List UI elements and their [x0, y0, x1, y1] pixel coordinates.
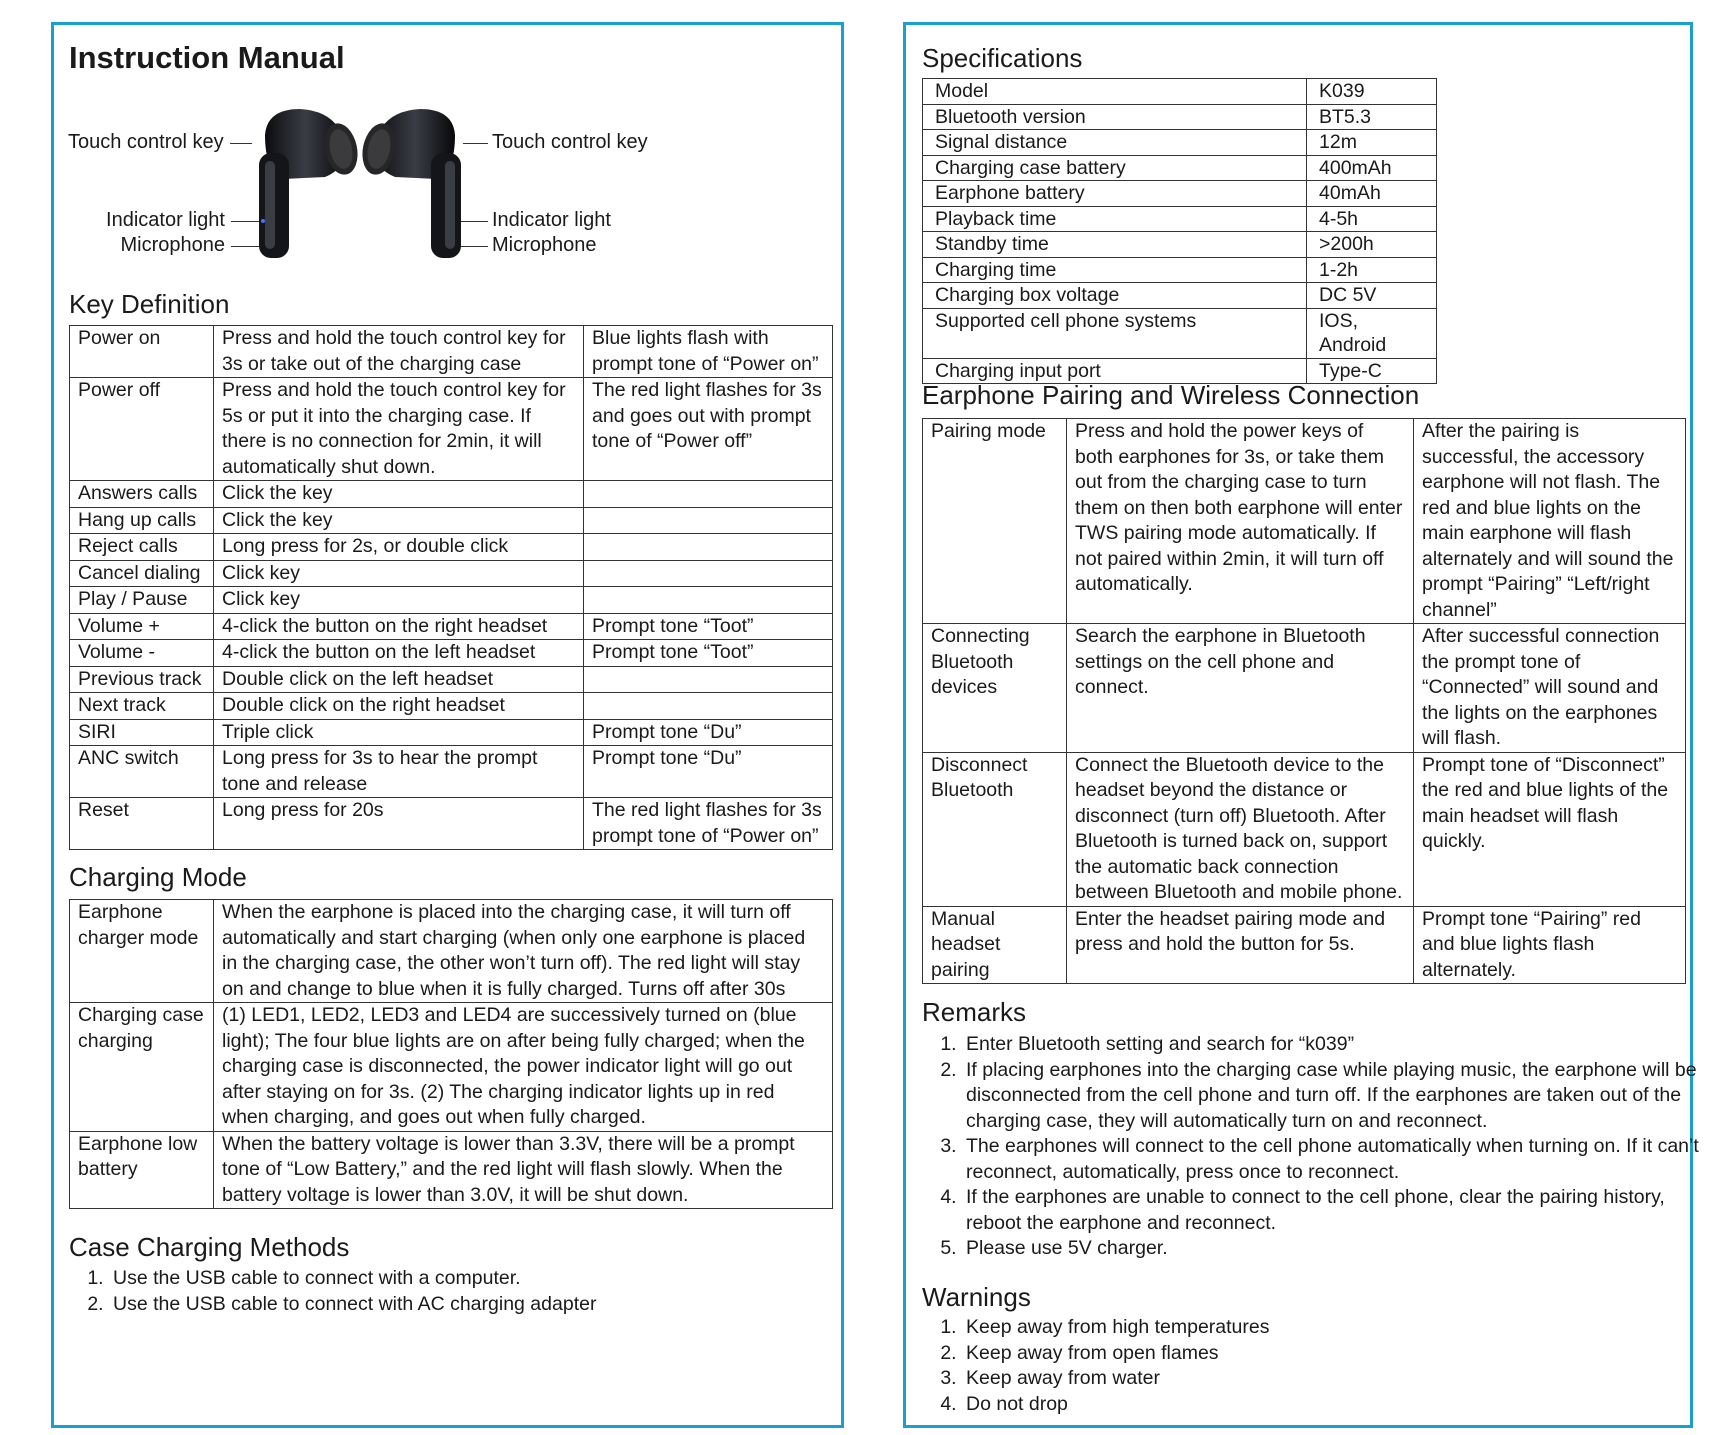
specifications-heading: Specifications — [922, 43, 1083, 73]
table-cell: Charging case battery — [923, 155, 1307, 181]
table-cell: Next track — [70, 693, 214, 720]
table-cell: (1) LED1, LED2, LED3 and LED4 are successively turned on (blue light); The four blue lights are on after being fully charged; when the charging case is disconnected, the power indicator light will go out after staying on for 3s. (2) The charging indicator lights up in red when charging, and goes out when fully charged. — [214, 1003, 833, 1132]
table-row — [70, 666, 833, 693]
table-cell: Prompt tone “Toot” — [584, 613, 833, 640]
table-cell: Play / Pause — [70, 587, 214, 614]
table-cell: Enter the headset pairing mode and press and hold the button for 5s. — [1067, 906, 1414, 984]
table-cell: 4-click the button on the left headset — [214, 640, 584, 667]
table-cell: Prompt tone “Pairing” red and blue lights flash alternately. — [1414, 906, 1686, 984]
case-charging-heading: Case Charging Methods — [69, 1232, 350, 1262]
table-cell: Bluetooth version — [923, 104, 1307, 130]
table-row — [70, 560, 833, 587]
table-cell: Power on — [70, 326, 214, 378]
table-cell: Previous track — [70, 666, 214, 693]
table-cell — [584, 587, 833, 614]
table-cell — [584, 534, 833, 561]
table-cell: Volume - — [70, 640, 214, 667]
table-row — [923, 181, 1437, 207]
table-cell: Double click on the right headset — [214, 693, 584, 720]
table-row — [70, 1131, 833, 1209]
table-cell: Answers calls — [70, 481, 214, 508]
table-cell: 4-5h — [1307, 206, 1437, 232]
table-cell: Earphone low battery — [70, 1131, 214, 1209]
table-cell: The red light flashes for 3s and goes out with prompt tone of “Power off” — [584, 378, 833, 481]
list-item: 2. If placing earphones into the charging case while playing music, the earphone will be disconnected from the cell phone and turn off. If the earphones are taken out of the charging case, they will automatically turn on and reconnect. — [962, 1058, 1725, 1135]
label-microphone-left: Microphone — [120, 234, 225, 256]
key-definition-heading: Key Definition — [69, 289, 230, 319]
earbuds-image — [245, 105, 475, 263]
table-cell: The red light flashes for 3s prompt tone of “Power on” — [584, 798, 833, 850]
table-cell: Prompt tone of “Disconnect” the red and blue lights of the main headset will flash quickly. — [1414, 752, 1686, 906]
table-cell: After successful connection the prompt tone of “Connected” will sound and the lights on the earphones will flash. — [1414, 624, 1686, 753]
table-cell: Signal distance — [923, 130, 1307, 156]
list-item: 5. Please use 5V charger. — [962, 1236, 1725, 1262]
list-item: 1. Use the USB cable to connect with a computer. — [109, 1266, 849, 1292]
table-row — [70, 613, 833, 640]
table-cell: Click the key — [214, 481, 584, 508]
table-row — [923, 906, 1686, 984]
key-definition-table — [69, 325, 833, 850]
table-cell: Press and hold the touch control key for 3s or take out of the charging case — [214, 326, 584, 378]
label-indicator-left: Indicator light — [106, 209, 225, 231]
table-row — [923, 624, 1686, 753]
table-cell: Search the earphone in Bluetooth settings on the cell phone and connect. — [1067, 624, 1414, 753]
table-cell: DC 5V — [1307, 283, 1437, 309]
label-indicator-right: Indicator light — [492, 209, 611, 231]
list-item: 4. Do not drop — [962, 1392, 1702, 1418]
table-cell: IOS, Android — [1307, 308, 1437, 358]
table-row — [923, 308, 1437, 358]
table-row — [923, 419, 1686, 624]
table-cell: Reject calls — [70, 534, 214, 561]
table-row — [70, 640, 833, 667]
table-cell: Press and hold the power keys of both earphones for 3s, or take them out from the charging case to turn them on then both earphone will enter TWS pairing mode automatically. If not paired within 2min, it will turn off automatically. — [1067, 419, 1414, 624]
list-item: 1. Enter Bluetooth setting and search for “k039” — [962, 1032, 1725, 1058]
table-row — [923, 232, 1437, 258]
table-row — [923, 283, 1437, 309]
table-cell: >200h — [1307, 232, 1437, 258]
page-title: Instruction Manual — [69, 40, 345, 75]
table-cell: Power off — [70, 378, 214, 481]
table-cell: 12m — [1307, 130, 1437, 156]
table-cell — [584, 666, 833, 693]
table-cell: 4-click the button on the right headset — [214, 613, 584, 640]
table-cell: Playback time — [923, 206, 1307, 232]
charging-mode-table — [69, 899, 833, 1209]
table-row — [923, 257, 1437, 283]
table-cell: Connecting Bluetooth devices — [923, 624, 1067, 753]
table-row — [70, 507, 833, 534]
table-cell: Cancel dialing — [70, 560, 214, 587]
table-cell: K039 — [1307, 79, 1437, 105]
table-row — [923, 155, 1437, 181]
table-cell: 40mAh — [1307, 181, 1437, 207]
table-cell: 400mAh — [1307, 155, 1437, 181]
table-cell: 1-2h — [1307, 257, 1437, 283]
table-cell: Charging input port — [923, 358, 1307, 384]
table-cell: Triple click — [214, 719, 584, 746]
specifications-table — [922, 78, 1437, 384]
table-cell: Supported cell phone systems — [923, 308, 1307, 358]
left-earbud — [259, 109, 362, 258]
table-cell: Charging case charging — [70, 1003, 214, 1132]
table-cell: When the battery voltage is lower than 3.3V, there will be a prompt tone of “Low Battery,” and the red light will flash slowly. When the battery voltage is lower than 3.0V, it will be shut down. — [214, 1131, 833, 1209]
table-cell: Manual headset pairing — [923, 906, 1067, 984]
table-cell: Prompt tone “Toot” — [584, 640, 833, 667]
table-row — [70, 534, 833, 561]
table-cell: Long press for 20s — [214, 798, 584, 850]
table-row — [70, 798, 833, 850]
table-row — [70, 326, 833, 378]
remarks-heading: Remarks — [922, 997, 1027, 1027]
table-row — [70, 587, 833, 614]
list-item: 2. Use the USB cable to connect with AC charging adapter — [109, 1292, 849, 1318]
table-row — [70, 693, 833, 720]
table-cell: Click key — [214, 560, 584, 587]
table-cell: After the pairing is successful, the accessory earphone will not flash. The red and blue lights on the main earphone will flash alternately and will sound the prompt “Pairing” “Left/right channel” — [1414, 419, 1686, 624]
charging-mode-heading: Charging Mode — [69, 862, 247, 892]
table-cell — [584, 481, 833, 508]
table-cell: Connect the Bluetooth device to the headset beyond the distance or disconnect (turn off) Bluetooth. After Bluetooth is turned back on, support the automatic back connection between Bluetooth and mobile phone. — [1067, 752, 1414, 906]
table-row — [923, 130, 1437, 156]
table-row — [70, 719, 833, 746]
pairing-heading: Earphone Pairing and Wireless Connection — [922, 380, 1420, 410]
table-cell: ANC switch — [70, 746, 214, 798]
list-item: 3. The earphones will connect to the cell phone automatically when turning on. If it can’t reconnect, automatically, press once to reconnect. — [962, 1134, 1725, 1185]
list-item: 3. Keep away from water — [962, 1366, 1702, 1392]
table-cell: Disconnect Bluetooth — [923, 752, 1067, 906]
table-cell — [584, 507, 833, 534]
label-touch-left: Touch control key — [68, 131, 224, 153]
table-cell — [584, 560, 833, 587]
label-microphone-right: Microphone — [492, 234, 597, 256]
list-item: 1. Keep away from high temperatures — [962, 1315, 1702, 1341]
table-row — [70, 746, 833, 798]
warnings-heading: Warnings — [922, 1282, 1031, 1312]
table-cell: When the earphone is placed into the charging case, it will turn off automatically and start charging (when only one earphone is placed in the charging case, the other won’t turn off). The red light will stay on and change to blue when it is fully charged. Turns off after 30s — [214, 900, 833, 1003]
case-charging-list — [69, 1266, 849, 1317]
list-item: 4. If the earphones are unable to connect to the cell phone, clear the pairing history, reboot the earphone and reconnect. — [962, 1185, 1725, 1236]
table-cell: Pairing mode — [923, 419, 1067, 624]
table-cell: Click the key — [214, 507, 584, 534]
table-cell: Double click on the left headset — [214, 666, 584, 693]
table-row — [70, 481, 833, 508]
table-cell: Prompt tone “Du” — [584, 719, 833, 746]
table-cell: Standby time — [923, 232, 1307, 258]
table-row — [70, 378, 833, 481]
table-cell: Reset — [70, 798, 214, 850]
table-cell: Charging box voltage — [923, 283, 1307, 309]
table-row — [70, 1003, 833, 1132]
table-cell: Long press for 2s, or double click — [214, 534, 584, 561]
table-cell: BT5.3 — [1307, 104, 1437, 130]
table-cell: Press and hold the touch control key for 5s or put it into the charging case. If there is no connection for 2min, it will automatically shut down. — [214, 378, 584, 481]
table-cell: Blue lights flash with prompt tone of “Power on” — [584, 326, 833, 378]
table-cell: Earphone battery — [923, 181, 1307, 207]
table-cell: SIRI — [70, 719, 214, 746]
remarks-list — [922, 1032, 1725, 1262]
table-cell: Charging time — [923, 257, 1307, 283]
warnings-list — [922, 1315, 1702, 1417]
table-row — [923, 104, 1437, 130]
table-row — [923, 206, 1437, 232]
table-row — [70, 900, 833, 1003]
label-touch-right: Touch control key — [492, 131, 648, 153]
list-item: 2. Keep away from open flames — [962, 1341, 1702, 1367]
table-cell: Volume + — [70, 613, 214, 640]
table-cell: Click key — [214, 587, 584, 614]
table-row — [923, 79, 1437, 105]
table-cell: Long press for 3s to hear the prompt tone and release — [214, 746, 584, 798]
table-cell: Type-C — [1307, 358, 1437, 384]
table-cell: Hang up calls — [70, 507, 214, 534]
table-row — [923, 752, 1686, 906]
table-cell — [584, 693, 833, 720]
table-cell: Model — [923, 79, 1307, 105]
table-cell: Earphone charger mode — [70, 900, 214, 1003]
right-earbud — [358, 109, 461, 258]
table-cell: Prompt tone “Du” — [584, 746, 833, 798]
pairing-table — [922, 418, 1686, 984]
